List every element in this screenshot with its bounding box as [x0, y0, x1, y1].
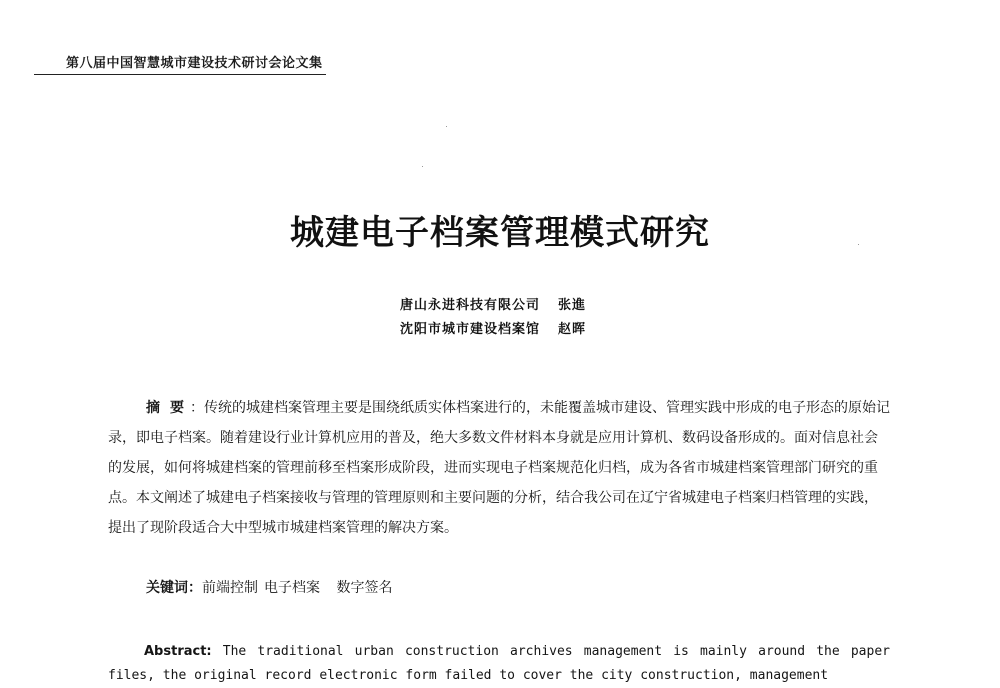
author-name: 赵晖: [558, 322, 587, 337]
scan-speck: [422, 166, 423, 167]
abstract-text: 传统的城建档案管理主要是围绕纸质实体档案进行的，未能覆盖城市建设、管理实践中形成的电子形态的原始记录，即电子档案。随着建设行业计算机应用的普及，绝大多数文件材料本身就是应用计算机、数码设备形成的。面对信息社会的发展，如何将城建档案的管理前移至档案形成阶段，进而实现电子档案规范化归档，成为各省市城建档案管理部门研究的重点。本文阐述了城建电子档案接收与管理的管理原则和主要问题的分析，结合我公司在辽宁省城建电子档案归档管理的实践，提出了现阶段适合大中型城市城建档案管理的解决方案。: [108, 400, 890, 536]
running-header: 第八届中国智慧城市建设技术研讨会论文集: [66, 56, 323, 71]
author-affiliation: 沈阳市城市建设档案馆: [400, 322, 541, 337]
paper-title: 城建电子档案管理模式研究: [290, 213, 710, 253]
author-block: [400, 294, 586, 342]
keywords-label: 关键词：: [146, 580, 202, 596]
keywords-line: [146, 577, 398, 597]
header-rule: [34, 74, 326, 75]
author-affiliation: 唐山永进科技有限公司: [400, 298, 541, 313]
abstract-label: 摘要: [146, 400, 194, 416]
author-name: 张進: [558, 298, 587, 313]
abstract-en-label: Abstract:: [144, 644, 212, 659]
author-line: [400, 294, 586, 318]
abstract-colon: ：: [190, 400, 204, 416]
author-line: [400, 318, 586, 342]
abstract-en-text: The traditional urban construction archives management is mainly around the paper files, the original record electronic form failed to cover the city construction, management: [108, 644, 890, 683]
scan-speck: [446, 126, 447, 127]
keyword: 数字签名: [336, 580, 393, 596]
abstract-english: [108, 640, 890, 688]
keyword: 电子档案: [264, 580, 320, 596]
keyword: 前端控制: [202, 580, 258, 596]
abstract-chinese: [108, 393, 890, 543]
